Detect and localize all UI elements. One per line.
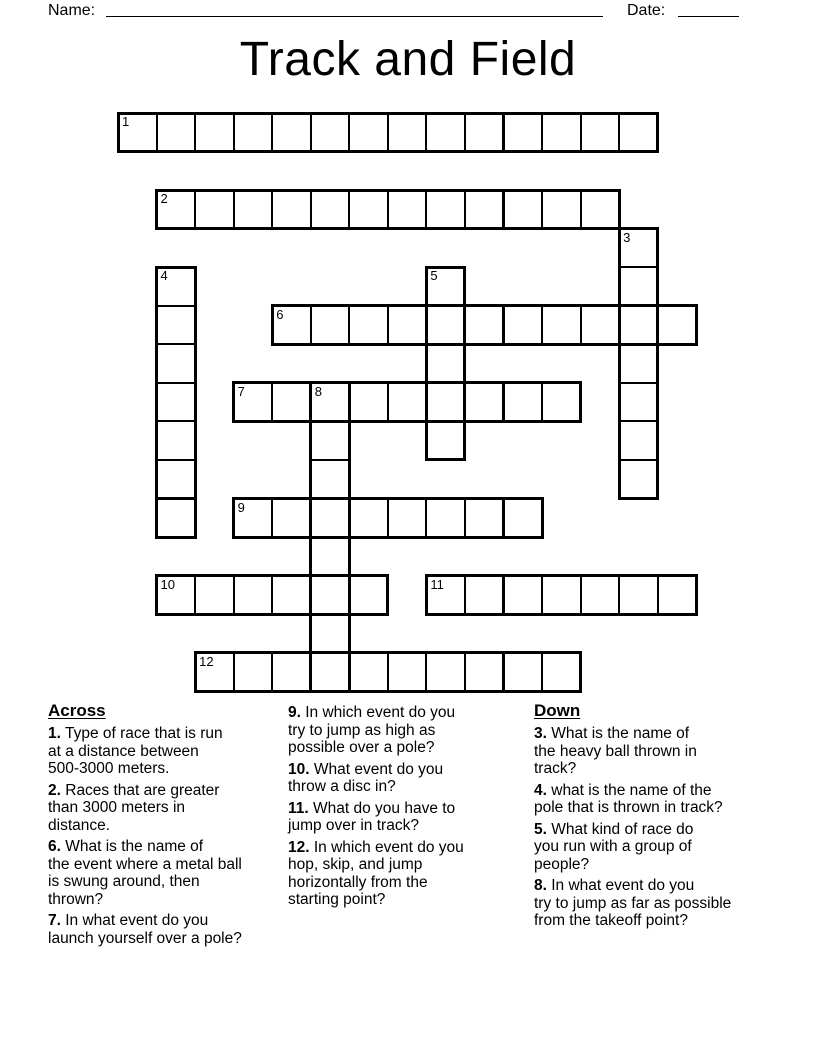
grid-cell: [156, 575, 197, 616]
grid-cell: [348, 575, 389, 616]
cell-number: 7: [237, 383, 245, 399]
grid-cell: [618, 266, 659, 307]
grid-cell: [464, 575, 505, 616]
middle-clues-column: [288, 700, 534, 913]
clue-line: thrown?: [48, 890, 104, 908]
grid-cell: [348, 652, 389, 693]
grid-cell: [425, 189, 466, 230]
clue-line: you run with a group of: [534, 838, 692, 855]
grid-cell: [657, 305, 698, 346]
down-clues-column: [534, 700, 816, 934]
grid-cell: [503, 498, 544, 539]
grid-cell: [310, 420, 351, 461]
clue-line: 10. What event do you: [288, 760, 444, 778]
grid-cell: [348, 305, 389, 346]
clue-number: 4.: [534, 781, 547, 799]
grid-cell: [580, 305, 621, 346]
grid-cell: [310, 189, 351, 230]
grid-cell: [156, 305, 197, 346]
clue-number: 7.: [48, 912, 61, 929]
clue-number: 11.: [288, 799, 309, 817]
grid-cell: [657, 575, 698, 616]
clue-item: [48, 725, 288, 778]
grid-cell: [310, 652, 351, 693]
grid-cell: [425, 343, 466, 384]
grid-cell: [233, 382, 274, 423]
grid-cell: [618, 575, 659, 616]
cell-number: 4: [160, 268, 168, 284]
name-label: Name:: [48, 2, 96, 19]
cell-number: 9: [237, 499, 245, 515]
grid-cell: [541, 382, 582, 423]
grid-cell: [348, 112, 389, 153]
grid-cell: [541, 305, 582, 346]
date-label: Date:: [627, 2, 666, 19]
grid-cell: [194, 112, 235, 153]
clue-item: [288, 839, 534, 909]
grid-cell: [310, 305, 351, 346]
clue-item: [48, 838, 288, 908]
grid-cell: [348, 382, 389, 423]
grid-cell: [618, 228, 659, 269]
grid-cell: [503, 189, 544, 230]
clue-line: 1. Type of race that is run: [48, 725, 223, 742]
clue-line: hop, skip, and jump: [288, 856, 423, 873]
clue-line: possible over a pole?: [288, 739, 435, 756]
grid-cell: [580, 112, 621, 153]
grid-cell: [156, 459, 197, 500]
grid-cell: [425, 382, 466, 423]
cell-number: 6: [276, 306, 284, 322]
clue-line: 8. In what event do you: [534, 877, 695, 894]
clue-line: jump over in track?: [288, 817, 419, 834]
clue-line: throw a disc in?: [288, 778, 396, 795]
clue-line: 2. Races that are greater: [48, 781, 220, 799]
clue-line: at a distance between: [48, 742, 199, 760]
clue-number: 1.: [48, 725, 61, 742]
grid-cell: [425, 305, 466, 346]
grid-cell: [580, 575, 621, 616]
cell-number: 3: [623, 229, 631, 245]
clue-number: 6.: [48, 838, 61, 855]
grid-cell: [156, 498, 197, 539]
clue-section-heading: Across: [48, 701, 106, 720]
grid-cell: [310, 575, 351, 616]
grid-cell: [425, 652, 466, 693]
clue-line: horizontally from the: [288, 873, 428, 891]
grid-cell: [156, 382, 197, 423]
clue-item: [534, 782, 816, 817]
clue-line: starting point?: [288, 891, 386, 908]
clue-number: 9.: [288, 704, 301, 721]
page-title: Track and Field: [239, 33, 577, 86]
grid-cell: [271, 498, 312, 539]
grid-cell: [310, 536, 351, 577]
grid-cell: [464, 382, 505, 423]
clue-line: 4. what is the name of the: [534, 781, 712, 799]
grid-cell: [156, 112, 197, 153]
grid-cell: [503, 112, 544, 153]
cell-number: 10: [160, 576, 176, 592]
grid-cell: [425, 266, 466, 307]
grid-cell: [503, 575, 544, 616]
grid-cell: [541, 189, 582, 230]
cell-number: 12: [199, 653, 214, 669]
grid-cell: [387, 498, 428, 539]
grid-cell: [310, 459, 351, 500]
grid-cell: [387, 189, 428, 230]
grid-cell: [387, 382, 428, 423]
clue-line: pole that is thrown in track?: [534, 799, 723, 816]
grid-cell: [618, 305, 659, 346]
grid-cell: [541, 112, 582, 153]
clue-number: 10.: [288, 760, 310, 778]
grid-cell: [233, 498, 274, 539]
clue-line: 3. What is the name of: [534, 725, 690, 742]
clue-item: [288, 800, 534, 835]
grid-cell: [117, 112, 158, 153]
grid-cell: [271, 382, 312, 423]
grid-cell: [271, 189, 312, 230]
grid-cell: [425, 498, 466, 539]
grid-cell: [194, 189, 235, 230]
grid-cell: [464, 652, 505, 693]
grid-cell: [387, 305, 428, 346]
clue-line: people?: [534, 855, 590, 873]
clue-line: the event where a metal ball: [48, 855, 242, 873]
clue-item: [288, 704, 534, 757]
grid-cell: [618, 382, 659, 423]
clue-number: 8.: [534, 877, 547, 894]
clue-line: 7. In what event do you: [48, 912, 209, 929]
clue-line: 6. What is the name of: [48, 838, 204, 855]
grid-cell: [425, 575, 466, 616]
grid-cell: [233, 189, 274, 230]
clue-line: 12. In which event do you: [288, 838, 464, 856]
clue-item: [48, 782, 288, 835]
grid-cell: [233, 652, 274, 693]
clue-number: 12.: [288, 838, 310, 856]
clue-line: 11. What do you have to: [288, 799, 456, 817]
cell-number: 11: [430, 576, 444, 592]
grid-cell: [618, 420, 659, 461]
grid-cell: [233, 575, 274, 616]
clue-line: 500-3000 meters.: [48, 760, 170, 777]
clue-line: try to jump as high as: [288, 721, 436, 739]
clue-line: the heavy ball thrown in: [534, 742, 697, 760]
clue-number: 5.: [534, 820, 547, 838]
across-clues-column: [48, 700, 288, 951]
grid-cell: [425, 420, 466, 461]
grid-cell: [464, 305, 505, 346]
grid-cell: [310, 613, 351, 654]
grid-cell: [387, 112, 428, 153]
clue-line: distance.: [48, 816, 111, 834]
grid-cell: [348, 498, 389, 539]
grid-cell: [271, 112, 312, 153]
grid-cell: [618, 112, 659, 153]
grid-cell: [348, 189, 389, 230]
grid-cell: [425, 112, 466, 153]
grid-cell: [271, 652, 312, 693]
cell-number: 2: [160, 191, 168, 207]
clue-item: [534, 725, 816, 778]
clue-number: 3.: [534, 725, 547, 742]
grid-cell: [541, 575, 582, 616]
grid-cell: [618, 459, 659, 500]
clue-line: from the takeoff point?: [534, 912, 688, 929]
grid-cell: [194, 652, 235, 693]
grid-cell: [156, 343, 197, 384]
clue-section-heading: Down: [534, 701, 581, 720]
grid-cell: [310, 382, 351, 423]
cell-number: 8: [314, 383, 322, 399]
grid-cell: [387, 652, 428, 693]
grid-cell: [464, 112, 505, 153]
clue-line: launch yourself over a pole?: [48, 929, 242, 947]
clue-line: than 3000 meters in: [48, 799, 186, 816]
cell-number: 1: [122, 114, 130, 129]
clue-line: try to jump as far as possible: [534, 894, 732, 912]
grid-cell: [310, 498, 351, 539]
grid-cell: [503, 382, 544, 423]
grid-cell: [503, 652, 544, 693]
grid-cell: [156, 420, 197, 461]
grid-cell: [310, 112, 351, 153]
clue-line: 5. What kind of race do: [534, 820, 694, 838]
grid-cell: [464, 498, 505, 539]
grid-cell: [271, 575, 312, 616]
grid-cell: [271, 305, 312, 346]
clue-item: [534, 877, 816, 930]
clue-line: 9. In which event do you: [288, 704, 456, 721]
clue-item: [288, 761, 534, 796]
grid-cell: [503, 305, 544, 346]
grid-cell: [464, 189, 505, 230]
clue-item: [48, 912, 288, 947]
grid-cell: [580, 189, 621, 230]
clue-line: is swung around, then: [48, 873, 200, 890]
grid-cell: [156, 189, 197, 230]
grid-cell: [233, 112, 274, 153]
grid-cell: [541, 652, 582, 693]
clue-item: [534, 821, 816, 874]
clue-line: track?: [534, 760, 577, 777]
grid-cell: [618, 343, 659, 384]
grid-cell: [194, 575, 235, 616]
grid-cell: [156, 266, 197, 307]
cell-number: 5: [430, 268, 438, 284]
clue-number: 2.: [48, 781, 61, 799]
